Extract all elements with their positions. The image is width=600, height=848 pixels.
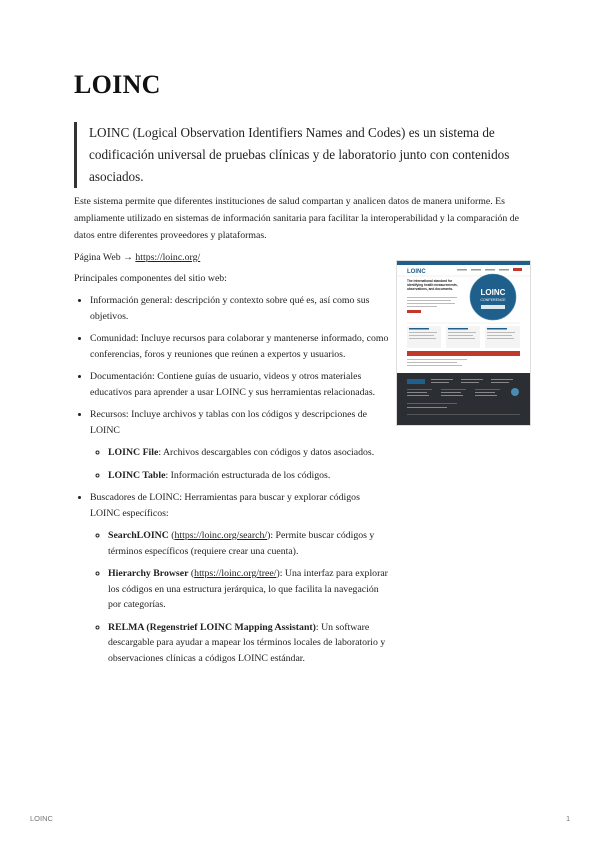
sub-item-name: LOINC File — [108, 447, 159, 458]
item-text: : Contiene guías de usuario, videos y otros materiales educativos para aprender a usar LOINC y sus herramientas relacionadas. — [90, 371, 376, 398]
list-item-comunidad — [90, 331, 390, 362]
sub-item-name: Hierarchy Browser — [108, 568, 189, 579]
thumb-red-banner — [407, 351, 520, 356]
svg-text:CONFERENCE: CONFERENCE — [480, 298, 506, 302]
website-screenshot-graphic — [397, 261, 530, 425]
list-item-recursos — [90, 407, 390, 483]
thumb-topbar — [397, 261, 530, 265]
footer-left: LOINC — [30, 814, 53, 823]
sublist-item-hierarchy: ◦ Hierarchy Browser (https://loinc.org/tree/): Una interfaz para explorar los códigos en una estructura jerárquica, lo que facilita la navegación por categorías. — [108, 566, 390, 613]
sub-item-name: SearchLOINC — [108, 530, 169, 541]
item-label: Información general — [90, 295, 170, 306]
sub-item-text: ): Una interfaz para explorar los códigos en una estructura jerárquica, lo que facilita la navegación por categorías. — [108, 568, 388, 610]
website-screenshot — [396, 260, 531, 426]
website-label: Página Web → — [74, 252, 133, 263]
components-list — [74, 293, 390, 673]
recursos-sublist — [90, 445, 390, 483]
sublist-item-relma — [108, 620, 390, 667]
intro-blockquote: LOINC (Logical Observation Identifiers Names and Codes) es un sistema de codificación universal de pruebas clínicas y de laboratorio junto con contenidos asociados. — [74, 122, 519, 188]
intro-paragraph: Este sistema permite que diferentes instituciones de salud compartan y analicen datos de manera uniforme. Es ampliamente utilizado en sistemas de información sanitaria para facilitar la interoperabilidad y la comparación de datos entre diferentes proveedores y plataformas. — [74, 196, 520, 241]
sub-item-name: RELMA (Regenstrief LOINC Mapping Assistant) — [108, 621, 316, 633]
thumb-logo: LOINC — [407, 269, 426, 275]
sub-item-text: : Información estructurada de los códigos. — [165, 469, 331, 481]
footer-page-number: 1 — [566, 814, 571, 823]
item-text: : descripción y contexto sobre qué es, así como sus objetivos. — [90, 295, 370, 322]
item-label: Buscadores de LOINC — [90, 492, 180, 503]
list-item-info — [90, 293, 390, 324]
components-heading: Principales componentes del sitio web: — [74, 273, 227, 284]
page-title: LOINC — [74, 70, 161, 99]
sublist-item-searchloinc: ◦ SearchLOINC (https://loinc.org/search/): Permite buscar códigos y términos específicos (requiere crear una cuenta). — [108, 528, 390, 559]
item-text: : Incluye archivos y tablas con los códigos y descripciones de LOINC — [90, 409, 367, 436]
sub-item-text: ): Permite buscar códigos y términos específicos (requiere crear una cuenta). — [108, 530, 375, 557]
svg-text:LOINC: LOINC — [480, 288, 506, 297]
list-item-buscadores — [90, 490, 390, 666]
item-label: Recursos — [90, 409, 126, 420]
website-link[interactable]: https://loinc.org/ — [135, 252, 201, 263]
hierarchy-link[interactable]: https://loinc.org/tree/ — [194, 568, 277, 579]
item-label: Documentación — [90, 371, 153, 382]
sub-item-text: : Un software descargable para ayudar a mapear los términos locales de laboratorio y observaciones clínicas a códigos LOINC estándar. — [108, 621, 386, 664]
sublist-item-table — [108, 468, 390, 484]
list-item-documentacion — [90, 369, 390, 400]
buscadores-sublist — [90, 528, 390, 666]
thumb-headline: The international standard for identifying health measurements, observations, and documents. — [407, 279, 458, 291]
searchloinc-link[interactable]: https://loinc.org/search/ — [174, 530, 268, 541]
item-text: : Incluye recursos para colaborar y mantenerse informado, como conferencias, foros y reuniones que reúnen a expertos y usuarios. — [90, 333, 389, 360]
website-line — [74, 252, 200, 263]
item-text: : Herramientas para buscar y explorar códigos LOINC específicos: — [90, 492, 360, 519]
sublist-item-file — [108, 445, 390, 461]
sub-item-text: : Archivos descargables con códigos y datos asociados. — [158, 447, 375, 458]
item-label: Comunidad — [90, 333, 136, 344]
sub-item-name: LOINC Table — [108, 469, 166, 481]
